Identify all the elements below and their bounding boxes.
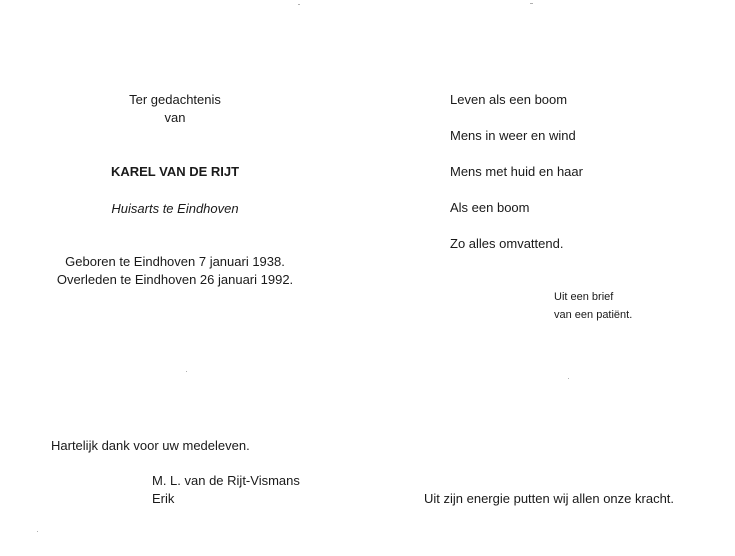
scan-speck [568,378,569,379]
poem-line: Als een boom [450,200,530,215]
intro-line-2: van [164,110,186,125]
profession: Huisarts te Eindhoven [111,201,239,216]
source-line-2: van een patiënt. [554,309,633,321]
poem-line: Mens met huid en haar [450,164,583,179]
thanks-line: Hartelijk dank voor uw medeleven. [51,438,250,453]
poem-line: Zo alles omvattend. [450,236,564,251]
deceased-name: KAREL VAN DE RIJT [110,164,240,179]
scan-speck [186,371,187,372]
death-line: Overleden te Eindhoven 26 januari 1992. [56,272,294,287]
source-line-1: Uit een brief [554,291,614,303]
poem-line: Mens in weer en wind [450,128,576,143]
signatory-1: M. L. van de Rijt-Vismans [152,473,300,488]
intro-line-1: Ter gedachtenis [129,92,221,107]
scan-speck [298,4,300,5]
birth-line: Geboren te Eindhoven 7 januari 1938. [65,254,285,269]
scan-speck [37,531,38,532]
poem-line: Leven als een boom [450,92,568,107]
closing-line: Uit zijn energie putten wij allen onze kracht. [424,491,675,506]
scan-speck [530,3,533,4]
signatory-2: Erik [152,491,175,506]
